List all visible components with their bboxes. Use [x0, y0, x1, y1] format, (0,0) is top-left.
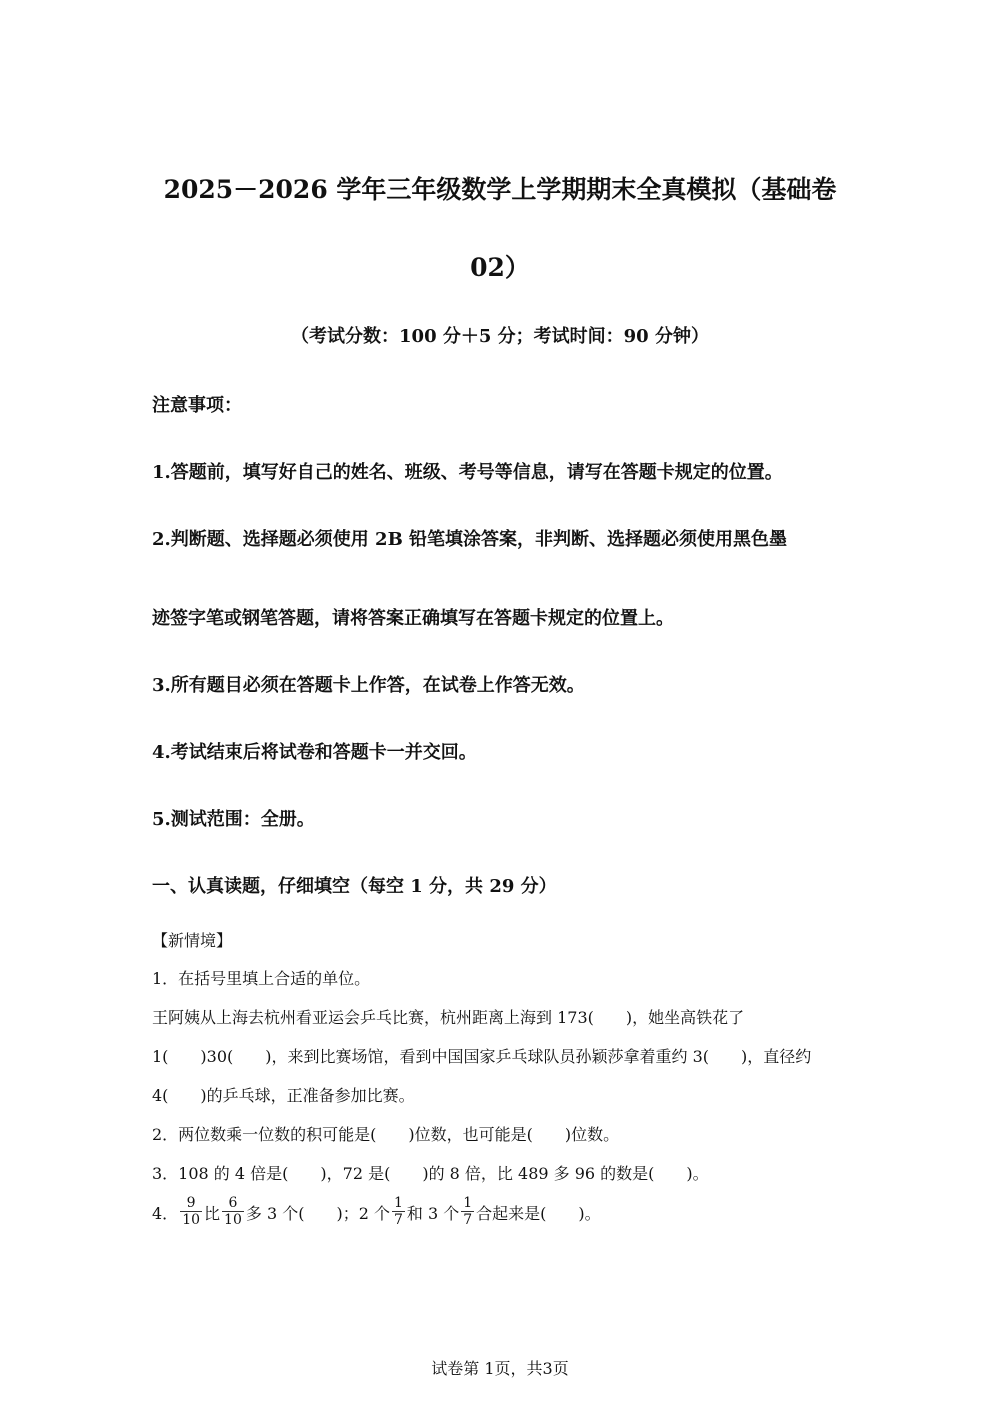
page-title-line1: 2025－2026 学年三年级数学上学期期末全真模拟（基础卷 — [163, 175, 837, 204]
notes-heading: 注意事项： — [152, 395, 242, 416]
note-item-2: 2.判断题、选择题必须使用 2B 铅笔填涂答案，非判断、选择题必须使用黑色墨 — [152, 529, 788, 550]
question-4-text-3: 和 3 个 — [406, 1204, 460, 1223]
question-4 — [152, 1195, 601, 1231]
context-tag: 【新情境】 — [152, 931, 233, 950]
page-title-line2: 02） — [470, 253, 530, 282]
question-1-line-3: 4( )的乒乓球，正准备参加比赛。 — [152, 1086, 415, 1105]
question-1-line-1: 王阿姨从上海去杭州看亚运会乒乓比赛，杭州距离上海到 173( )，她坐高铁花了 — [152, 1008, 745, 1027]
page-footer: 试卷第 1页，共3页 — [431, 1359, 569, 1378]
fraction-1-7-a: $\frac{1}{7}$ — [393, 1195, 403, 1228]
fraction-9-10: $\frac{9}{10}$ — [182, 1195, 201, 1228]
note-item-2-cont: 迹签字笔或钢笔答题，请将答案正确填写在答题卡规定的位置上。 — [152, 608, 674, 629]
question-2: 2．两位数乘一位数的积可能是( )位数，也可能是( )位数。 — [152, 1125, 620, 1144]
exam-info: （考试分数：100 分＋5 分；考试时间：90 分钟） — [291, 326, 709, 347]
question-1-line-2: 1( )30( )，来到比赛场馆，看到中国国家乒乓球队员孙颖莎拿着重约 3( )，直径约 — [152, 1047, 812, 1066]
fraction-6-10: $\frac{6}{10}$ — [224, 1195, 242, 1228]
fraction-1-7-b: $\frac{1}{7}$ — [463, 1195, 473, 1228]
note-item-1: 1.答题前，填写好自己的姓名、班级、考号等信息，请写在答题卡规定的位置。 — [152, 462, 783, 483]
note-item-3: 3.所有题目必须在答题卡上作答，在试卷上作答无效。 — [152, 675, 585, 696]
question-1-stem: 1．在括号里填上合适的单位。 — [152, 969, 371, 988]
question-4-prefix: 4． — [152, 1204, 179, 1223]
question-4-text-4: 合起来是( )。 — [476, 1204, 601, 1223]
question-3: 3．108 的 4 倍是( )，72 是( )的 8 倍，比 489 多 96 的数是( )。 — [152, 1164, 709, 1183]
note-item-4: 4.考试结束后将试卷和答题卡一并交回。 — [152, 742, 477, 763]
question-4-text-1: 比 — [204, 1204, 221, 1223]
note-item-5: 5.测试范围：全册。 — [152, 809, 315, 830]
question-4-text-2: 多 3 个( )；2 个 — [245, 1204, 390, 1223]
section-heading: 一、认真读题，仔细填空（每空 1 分，共 29 分） — [152, 876, 557, 897]
